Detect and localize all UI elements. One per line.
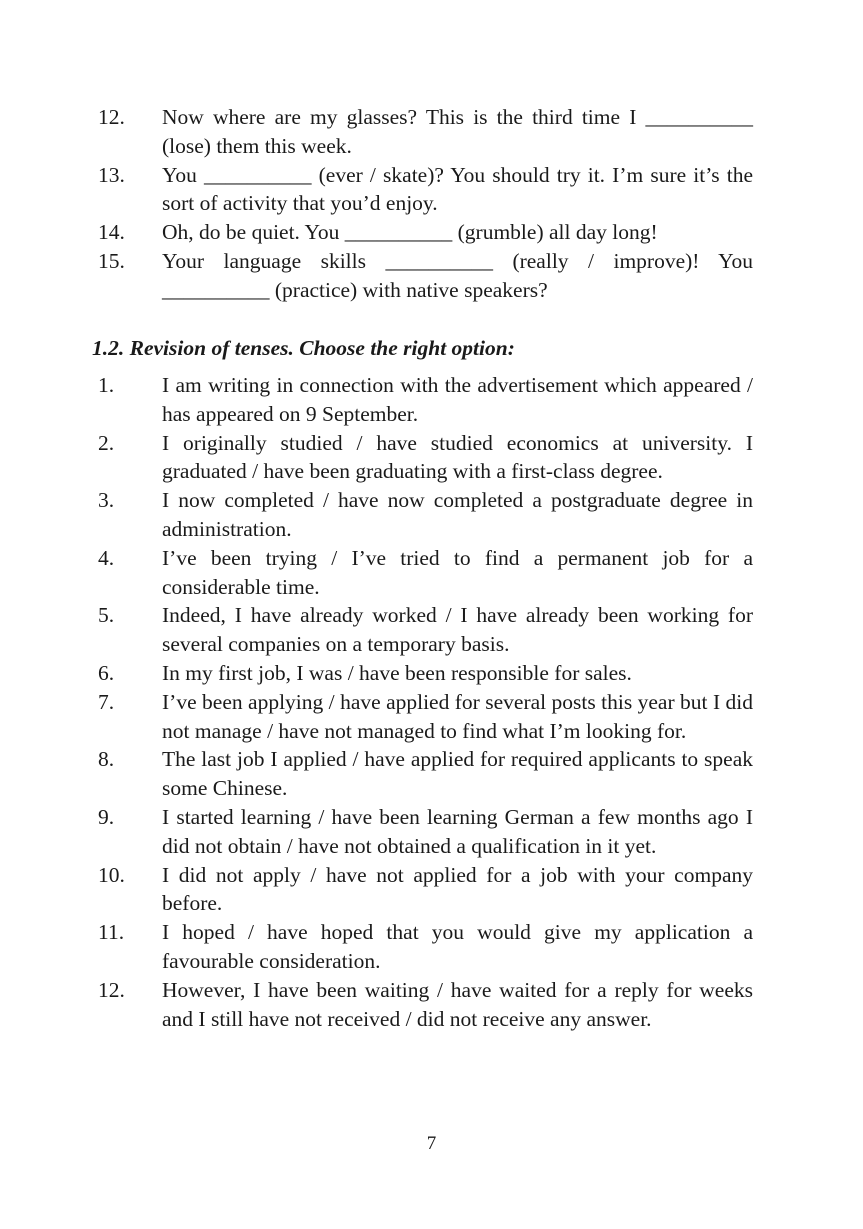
item-number: 7.: [98, 689, 115, 714]
item-text: Now where are my glasses? This is the third time I __________ (lose) them this week.: [162, 105, 753, 158]
list-item: [98, 918, 753, 976]
item-text: In my first job, I was / have been responsible for sales.: [162, 660, 632, 685]
item-number: 1.: [98, 373, 115, 397]
list-item: [98, 429, 753, 487]
list-item: [98, 247, 753, 305]
list-item: [98, 745, 753, 803]
item-text: You __________ (ever / skate)? You should try it. I’m sure it’s the sort of activity that you’d enjoy.: [162, 162, 753, 216]
tenses-exercise-list: [98, 371, 753, 1033]
list-item: [98, 659, 753, 688]
item-number: 3.: [98, 488, 115, 513]
item-number: 9.: [98, 804, 115, 829]
continued-exercise-list: [98, 103, 753, 305]
item-text: Indeed, I have already worked / I have already been working for several companies on a temporary basis.: [162, 603, 753, 657]
item-number: 2.: [98, 430, 115, 455]
item-text: I’ve been trying / I’ve tried to find a permanent job for a considerable time.: [162, 545, 753, 599]
item-number: 6.: [98, 660, 115, 685]
item-text: I’ve been applying / have applied for several posts this year but I did not manage / have not managed to find what I’m looking for.: [162, 689, 753, 743]
item-text: Oh, do be quiet. You __________ (grumble) all day long!: [162, 220, 658, 245]
list-item: [98, 803, 753, 861]
item-text: I started learning / have been learning German a few months ago I did not obtain / have not obtained a qualification in it yet.: [162, 804, 753, 858]
item-number: 12.: [98, 977, 125, 1002]
item-number: 12.: [98, 105, 125, 129]
item-text: Your language skills __________ (really / improve)! You __________ (practice) with native speakers?: [162, 248, 753, 302]
item-text: I hoped / have hoped that you would give my application a favourable consideration.: [162, 920, 753, 973]
item-number: 14.: [98, 220, 125, 245]
item-text: The last job I applied / have applied for required applicants to speak some Chinese.: [162, 747, 753, 801]
item-number: 10.: [98, 862, 125, 887]
section-heading: 1.2. Revision of tenses. Choose the right option:: [92, 336, 515, 360]
item-text: However, I have been waiting / have waited for a reply for weeks and I still have not received / did not receive any answer.: [162, 977, 753, 1031]
item-text: I now completed / have now completed a postgraduate degree in administration.: [162, 488, 753, 541]
list-item: [98, 601, 753, 659]
item-number: 15.: [98, 248, 125, 273]
list-item: [98, 218, 753, 247]
list-item: [98, 688, 753, 746]
list-item: [98, 161, 753, 219]
page-number: 7: [426, 1133, 437, 1154]
item-text: I am writing in connection with the advertisement which appeared / has appeared on 9 September.: [162, 373, 753, 426]
list-item: [98, 976, 753, 1034]
item-number: 4.: [98, 545, 115, 570]
item-text: I originally studied / have studied economics at university. I graduated / have been graduating with a first-class degree.: [162, 430, 753, 484]
list-item: [98, 371, 753, 429]
item-text: I did not apply / have not applied for a job with your company before.: [162, 862, 753, 916]
list-item: [98, 861, 753, 919]
list-item: [98, 103, 753, 161]
item-number: 8.: [98, 747, 115, 772]
item-number: 11.: [98, 920, 125, 945]
item-number: 13.: [98, 162, 125, 187]
list-item: [98, 486, 753, 544]
item-number: 5.: [98, 603, 115, 628]
list-item: [98, 544, 753, 602]
